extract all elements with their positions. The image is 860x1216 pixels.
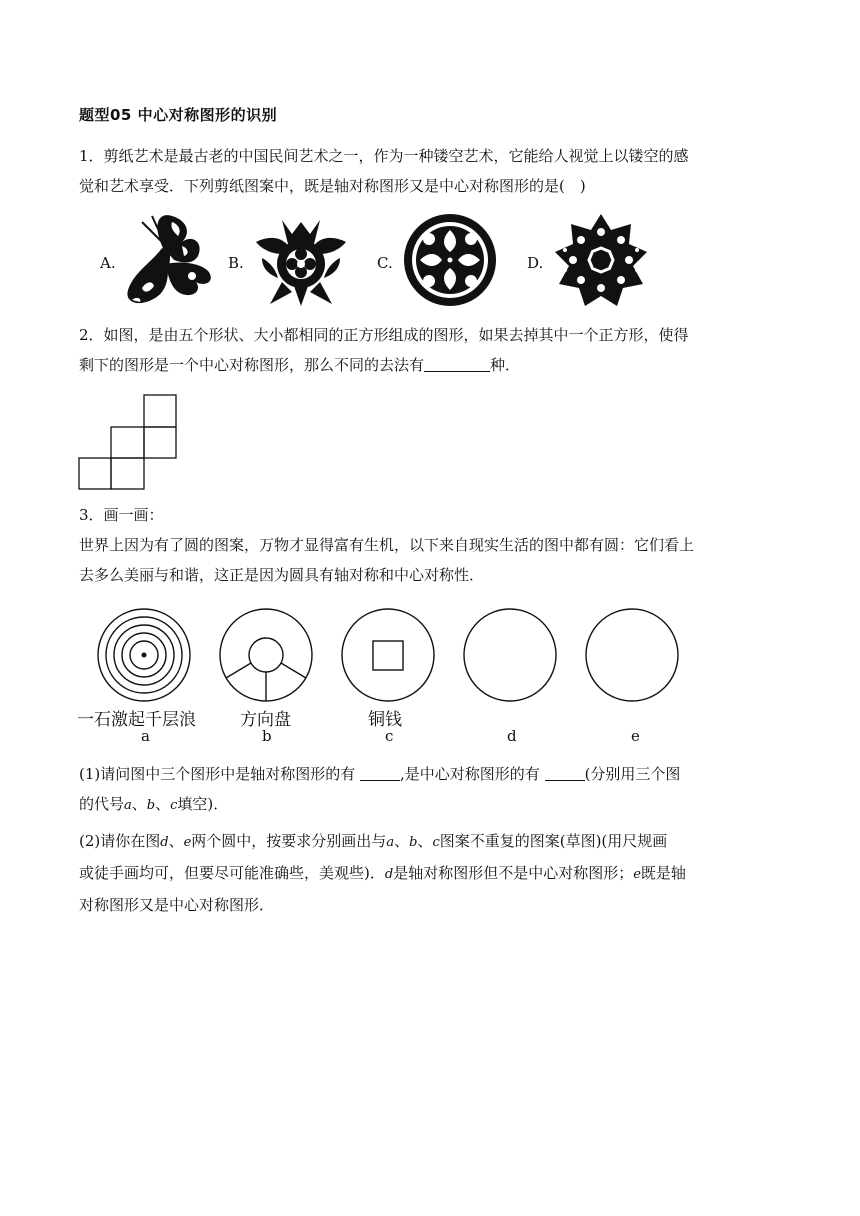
- sep: 、: [168, 832, 184, 850]
- flower-bird-papercut-image[interactable]: [252, 212, 350, 308]
- letter-d: d: [507, 727, 517, 745]
- answer-blank-q2[interactable]: [424, 355, 490, 372]
- five-squares-figure: [78, 394, 178, 491]
- sub-1-text-c: (分别用三个图: [584, 765, 681, 783]
- sub-2-text-a: (2)请你在图: [79, 832, 161, 850]
- letter-b: b: [262, 727, 272, 745]
- circle-figures: [96, 608, 696, 704]
- question-3-sub-2: [79, 826, 781, 920]
- figure-e-empty-circle: [586, 609, 678, 701]
- answer-blank-axial[interactable]: [360, 764, 400, 781]
- var-a: a: [386, 835, 395, 850]
- var-e: e: [183, 835, 192, 850]
- letter-c: c: [385, 727, 394, 745]
- section-title: 题型05 中心对称图形的识别: [79, 106, 278, 124]
- question-3-intro-1: 世界上因为有了圆的图案，万物才显得富有生机，以下来自现实生活的图中都有圆：它们看上: [79, 536, 695, 554]
- question-1-line-2: 觉和艺术享受．下列剪纸图案中，既是轴对称图形又是中心对称图形的是( ): [79, 177, 586, 195]
- letter-a: a: [141, 727, 150, 745]
- answer-blank-central[interactable]: [545, 764, 585, 781]
- var-c: c: [432, 835, 440, 850]
- var-e: e: [633, 867, 641, 882]
- sub-2-line-1: [79, 826, 781, 858]
- sep: 、: [417, 832, 433, 850]
- question-3-heading: 3．画一画：: [79, 506, 164, 524]
- question-3-text: [79, 500, 781, 590]
- option-c-label[interactable]: C.: [377, 254, 393, 272]
- sub-1-line-1: [79, 759, 781, 789]
- sub-1-text-e: 填空)．: [177, 795, 229, 813]
- question-2-line-2: [79, 350, 781, 380]
- star-flower-papercut-image[interactable]: [552, 212, 650, 308]
- sep: 、: [131, 795, 147, 813]
- figure-c-coin: [342, 609, 434, 701]
- sep: 、: [394, 832, 410, 850]
- sub-1-text-b: ,是中心对称图形的有: [400, 765, 545, 783]
- butterfly-papercut-image[interactable]: [122, 212, 214, 308]
- round-papercut-image[interactable]: [402, 212, 498, 308]
- figure-d-empty-circle: [464, 609, 556, 701]
- caption-a: 一石激起千层浪: [77, 710, 196, 730]
- question-3-intro-2: 去多么美丽与和谐，这正是因为圆具有轴对称和中心对称性．: [79, 566, 485, 584]
- question-2-line-2-before: 剩下的图形是一个中心对称图形，那么不同的去法有: [79, 356, 425, 374]
- question-2-line-2-after: 种．: [490, 356, 521, 374]
- question-1-line-1: 1．剪纸艺术是最古老的中国民间艺术之一，作为一种镂空艺术，它能给人视觉上以镂空的感: [79, 147, 689, 165]
- sub-2-line-3: 对称图形又是中心对称图形．: [79, 896, 275, 914]
- var-c: c: [170, 798, 178, 813]
- sub-2-text-d: 或徒手画均可，但要尽可能准确些，美观些)．: [79, 864, 385, 882]
- sub-2-line-2: [79, 858, 781, 890]
- sub-1-text-a: (1)请问图中三个图形中是轴对称图形的有: [79, 765, 361, 783]
- question-3-sub-1: [79, 759, 781, 821]
- sub-1-text-d: 的代号: [79, 795, 125, 813]
- option-d-label[interactable]: D.: [527, 254, 544, 272]
- question-2-text: [79, 320, 781, 380]
- caption-b: 方向盘: [240, 710, 291, 730]
- figure-b-steering-wheel: [220, 609, 312, 701]
- letter-e: e: [631, 727, 640, 745]
- var-b: b: [146, 798, 156, 813]
- sub-2-text-f: 既是轴: [640, 864, 686, 882]
- var-a: a: [124, 798, 132, 813]
- var-b: b: [409, 835, 418, 850]
- sub-1-line-2: [79, 789, 781, 821]
- caption-c: 铜钱: [368, 710, 402, 730]
- var-d: d: [160, 835, 169, 850]
- sep: 、: [155, 795, 171, 813]
- sub-2-text-c: 图案不重复的图案(草图)(用尺规画: [439, 832, 668, 850]
- var-d: d: [384, 867, 394, 882]
- question-2-line-1: 2．如图，是由五个形状、大小都相同的正方形组成的图形，如果去掉其中一个正方形，使得: [79, 326, 689, 344]
- question-1-text: [79, 141, 781, 201]
- sub-2-text-e: 是轴对称图形但不是中心对称图形；: [393, 864, 634, 882]
- option-b-label[interactable]: B.: [228, 254, 244, 272]
- sub-2-text-b: 两个圆中，按要求分别画出与: [191, 832, 387, 850]
- option-a-label[interactable]: A.: [100, 254, 116, 272]
